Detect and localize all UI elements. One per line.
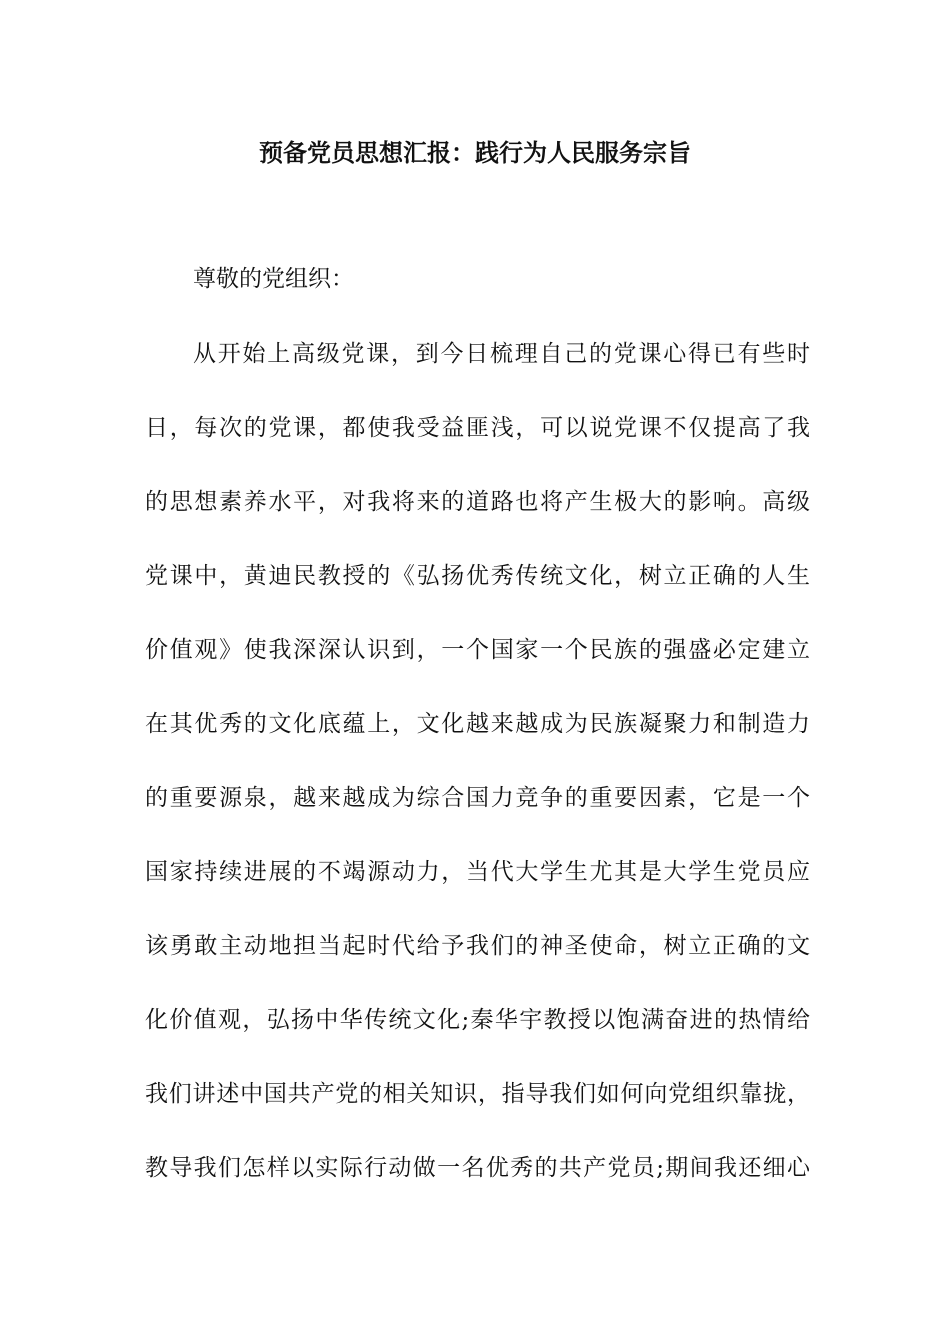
body-line: 党课中，黄迪民教授的《弘扬优秀传统文化，树立正确的人生 — [145, 563, 810, 589]
body-line: 日，每次的党课，都使我受益匪浅，可以说党课不仅提高了我 — [145, 415, 810, 441]
body-line: 化价值观，弘扬中华传统文化;秦华宇教授以饱满奋进的热情给 — [145, 1007, 810, 1033]
body-line: 该勇敢主动地担当起时代给予我们的神圣使命，树立正确的文 — [145, 933, 810, 959]
body-line: 教导我们怎样以实际行动做一名优秀的共产党员;期间我还细心 — [145, 1155, 810, 1181]
body-line: 从开始上高级党课，到今日梳理自己的党课心得已有些时 — [193, 341, 810, 367]
body-line: 的思想素养水平，对我将来的道路也将产生极大的影响。高级 — [145, 489, 810, 515]
document-title: 预备党员思想汇报：践行为人民服务宗旨 — [259, 138, 691, 167]
body-line: 我们讲述中国共产党的相关知识，指导我们如何向党组织靠拢， — [145, 1081, 810, 1107]
body-line: 在其优秀的文化底蕴上，文化越来越成为民族凝聚力和制造力 — [145, 711, 810, 737]
salutation: 尊敬的党组织： — [193, 266, 354, 292]
body-line: 价值观》使我深深认识到，一个国家一个民族的强盛必定建立 — [145, 637, 810, 663]
body-line: 国家持续进展的不竭源动力，当代大学生尤其是大学生党员应 — [145, 859, 810, 885]
body-line: 的重要源泉，越来越成为综合国力竞争的重要因素，它是一个 — [145, 785, 810, 811]
